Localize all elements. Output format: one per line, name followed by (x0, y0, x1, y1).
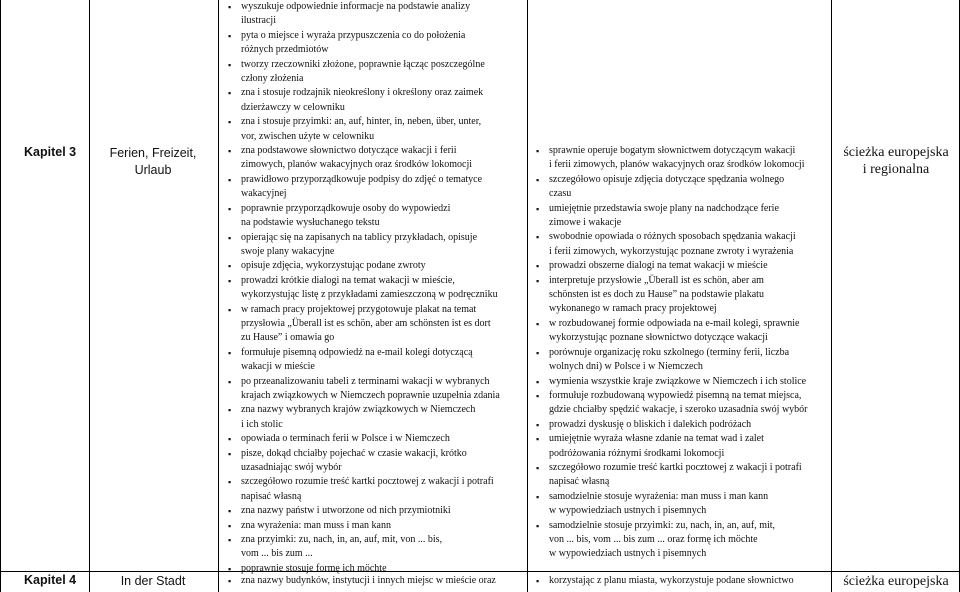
basic-requirements-list (227, 574, 525, 588)
list-item: ▪ w ramach pracy projektowej przygotowuje plakat na temat przysłowia „Überall ist es schön, aber am schönsten ist es dort zu Hause” i omawia go (227, 303, 525, 346)
list-item: ▪ poprawnie stosuje formę ich möchte (227, 562, 525, 576)
list-item: ▪ w rozbudowanej formie odpowiada na e-mail kolegi, sprawnie wykorzystując poznane słownictwo dotyczące wakacji (535, 317, 829, 346)
path-label: ścieżka europejska i regionalna (843, 145, 949, 177)
list-item: ▪ prowadzi dyskusję o bliskich i dalekich podróżach (535, 418, 829, 432)
list-item: ▪ pisze, dokąd chciałby pojechać w czasie wakacji, krótko uzasadniając swój wybór (227, 447, 525, 476)
chapter-label: Kapitel 4 (24, 573, 77, 587)
chapter-label: Kapitel 3 (24, 145, 77, 159)
list-item: ▪ opisuje zdjęcia, wykorzystując podane zwroty (227, 259, 525, 273)
list-item: ▪ wymienia wszystkie kraje związkowe w Niemczech i ich stolice (535, 375, 829, 389)
column-divider-chapter (89, 0, 90, 592)
list-item: ▪ zna i stosuje przyimki: an, auf, hinter, in, neben, über, unter, vor, zwischen użyte w celowniku (227, 115, 525, 144)
list-item: ▪ porównuje organizację roku szkolnego (terminy ferii, liczba wolnych dni) w Polsce i w Niemczech (535, 346, 829, 375)
list-item: ▪ zna wyrażenia: man muss i man kann (227, 519, 525, 533)
list-item: ▪ formułuje rozbudowaną wypowiedź pisemną na temat miejsca, gdzie chciałby spędzić wakacje, i szeroko uzasadnia swój wybór (535, 389, 829, 418)
extended-requirements-list (535, 574, 829, 588)
list-item: ▪ zna i stosuje rodzajnik nieokreślony i określony oraz zaimek dzierżawczy w celowniku (227, 86, 525, 115)
basic-requirements-list (227, 0, 525, 576)
table-border-left (0, 0, 1, 592)
column-divider-topic (218, 0, 219, 592)
list-item: ▪ zna podstawowe słownictwo dotyczące wakacji i ferii zimowych, planów wakacyjnych oraz środków lokomocji (227, 144, 525, 173)
list-item: ▪ szczegółowo rozumie treść kartki pocztowej z wakacji i potrafi napisać własną (227, 475, 525, 504)
list-item: ▪ pyta o miejsce i wyraża przypuszczenia co do położenia różnych przedmiotów (227, 29, 525, 58)
list-item: ▪ prowadzi krótkie dialogi na temat wakacji w mieście, wykorzystując listę z przykładami zamieszczoną w podręczniku (227, 274, 525, 303)
list-item: ▪ formułuje pisemną odpowiedź na e-mail kolegi dotyczącą wakacji w mieście (227, 346, 525, 375)
list-item: ▪ szczegółowo opisuje zdjęcia dotyczące spędzania wolnego czasu (535, 173, 829, 202)
column-divider-basic (527, 0, 528, 592)
list-item: ▪ interpretuje przysłowie „Überall ist es schön, aber am schönsten ist es doch zu Hause” na podstawie plakatu wykonanego w ramach pracy projektowej (535, 274, 829, 317)
list-item: ▪ samodzielnie stosuje przyimki: zu, nach, in, an, auf, mit, von ... bis, vom ... bis zum ... oraz formę ich möchte w wypowiedziach ustnych i pisemnych (535, 519, 829, 562)
list-item: ▪ zna nazwy wybranych krajów związkowych w Niemczech i ich stolic (227, 403, 525, 432)
list-item: ▪ tworzy rzeczowniki złożone, poprawnie łącząc poszczególne człony złożenia (227, 58, 525, 87)
list-item: ▪ zna nazwy państw i utworzone od nich przymiotniki (227, 504, 525, 518)
list-item: ▪ zna nazwy budynków, instytucji i innych miejsc w mieście oraz (227, 574, 525, 588)
list-item: ▪ umiejętnie wyraża własne zdanie na temat wad i zalet podróżowania różnymi środkami lokomocji (535, 432, 829, 461)
list-item: ▪ samodzielnie stosuje wyrażenia: man muss i man kann w wypowiedziach ustnych i pisemnych (535, 490, 829, 519)
list-item: ▪ korzystając z planu miasta, wykorzystuje podane słownictwo (535, 574, 829, 588)
list-item: ▪ prawidłowo przyporządkowuje podpisy do zdjęć o tematyce wakacyjnej (227, 173, 525, 202)
topic-label: Ferien, Freizeit, Urlaub (109, 146, 197, 177)
list-item: ▪ wyszukuje odpowiednie informacje na podstawie analizy ilustracji (227, 0, 525, 29)
list-item: ▪ szczegółowo rozumie treść kartki pocztowej z wakacji i potrafi napisać własną (535, 461, 829, 490)
list-item: ▪ sprawnie operuje bogatym słownictwem dotyczącym wakacji i ferii zimowych, planów wakacyjnych oraz środków lokomocji (535, 144, 829, 173)
extended-requirements-list (535, 144, 829, 562)
list-item: ▪ prowadzi obszerne dialogi na temat wakacji w mieście (535, 259, 829, 273)
list-item: ▪ zna przyimki: zu, nach, in, an, auf, mit, von ... bis, vom ... bis zum ... (227, 533, 525, 562)
list-item: ▪ poprawnie przyporządkowuje osoby do wypowiedzi na podstawie wysłuchanego tekstu (227, 202, 525, 231)
list-item: ▪ opowiada o terminach ferii w Polsce i w Niemczech (227, 432, 525, 446)
column-divider-extended (831, 0, 832, 592)
list-item: ▪ po przeanalizowaniu tabeli z terminami wakacji w wybranych krajach związkowych w Niemczech poprawnie uzupełnia zdania (227, 375, 525, 404)
topic-label: In der Stadt (120, 574, 186, 588)
path-label: ścieżka europejska (843, 574, 949, 589)
list-item: ▪ opierając się na zapisanych na tablicy przykładach, opisuje swoje plany wakacyjne (227, 231, 525, 260)
list-item: ▪ umiejętnie przedstawia swoje plany na nadchodzące ferie zimowe i wakacje (535, 202, 829, 231)
list-item: ▪ swobodnie opowiada o różnych sposobach spędzania wakacji i ferii zimowych, wykorzystując poznane zwroty i wyrażenia (535, 230, 829, 259)
